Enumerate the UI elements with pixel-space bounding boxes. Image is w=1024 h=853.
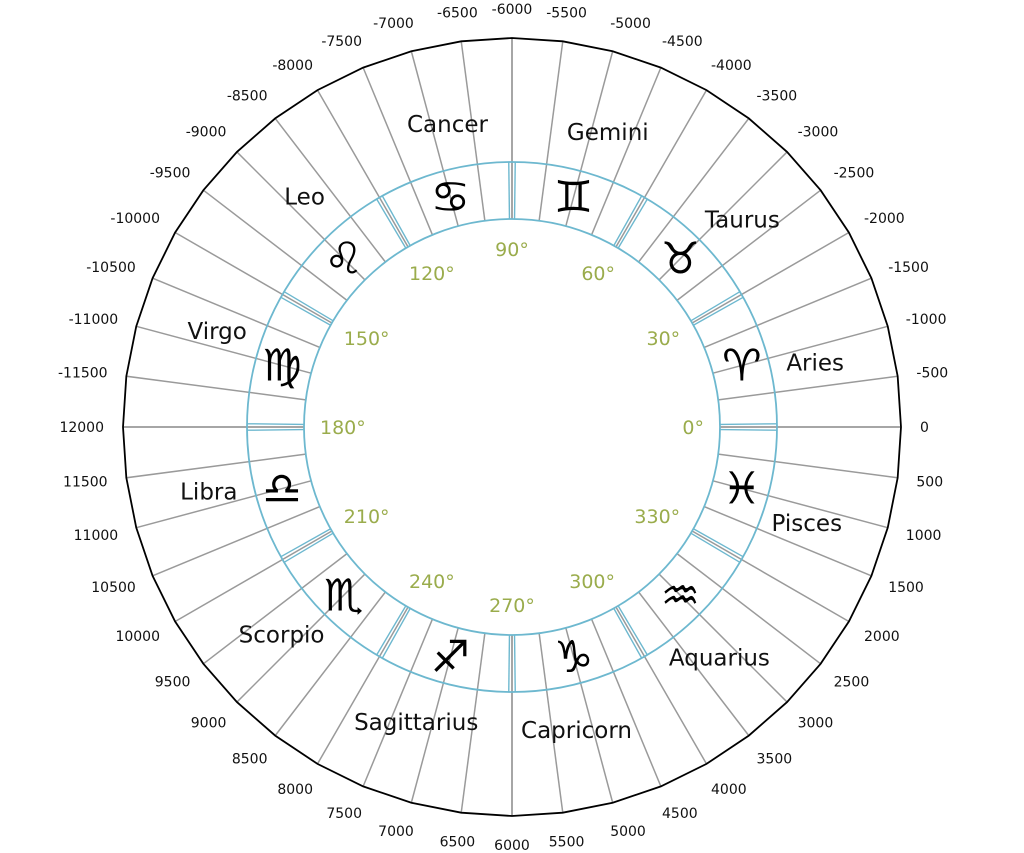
- sign-boundary-tick: [720, 430, 777, 431]
- year-label: 10000: [115, 629, 160, 645]
- year-label: -2000: [864, 211, 905, 227]
- sign-boundary-tick: [382, 196, 410, 246]
- year-label: -1500: [888, 260, 929, 276]
- year-label: 11000: [73, 528, 119, 545]
- sign-glyph-taurus: ♉︎: [660, 233, 701, 285]
- degree-labels: [320, 239, 704, 617]
- year-label: -4000: [711, 58, 752, 74]
- sign-boundary-tick: [691, 533, 740, 562]
- sign-boundary-tick: [720, 424, 777, 425]
- year-label: 1500: [888, 580, 924, 596]
- degree-label: 120°: [409, 262, 455, 285]
- sign-boundary-tick: [614, 608, 642, 658]
- sign-boundary-tick: [618, 606, 647, 655]
- sign-glyph-sagittarius: ♐︎: [430, 631, 471, 683]
- year-label: 2500: [833, 674, 870, 691]
- year-label: -9000: [185, 124, 227, 141]
- sign-boundary-tick: [281, 297, 331, 325]
- year-label: -11500: [58, 365, 108, 382]
- year-label: -6000: [491, 2, 533, 18]
- sign-name-capricorn: Capricorn: [521, 718, 632, 745]
- sign-boundary-tick: [618, 199, 647, 248]
- sign-name-taurus: Taurus: [704, 207, 780, 234]
- year-label: -7500: [321, 33, 362, 50]
- year-label: 3500: [756, 751, 793, 768]
- year-label: -1000: [905, 311, 947, 328]
- year-label: -8500: [226, 88, 268, 105]
- sign-glyph-leo: ♌︎: [323, 233, 364, 285]
- year-division-line: [692, 531, 849, 622]
- year-label: 10500: [91, 580, 136, 596]
- degree-label: 300°: [569, 571, 615, 594]
- sign-name-cancer: Cancer: [407, 111, 488, 138]
- year-label: -2500: [833, 165, 875, 182]
- degree-label: 270°: [489, 595, 535, 617]
- sign-glyph-virgo: ♍︎: [262, 340, 302, 392]
- year-division-line: [616, 90, 707, 247]
- year-label: 8500: [231, 751, 268, 768]
- year-label: 4000: [711, 782, 747, 798]
- degree-label: 90°: [495, 239, 529, 261]
- sign-glyph-libra: ♎︎: [262, 463, 302, 515]
- year-division-line: [175, 531, 332, 622]
- year-label: 2000: [864, 629, 900, 645]
- year-label: 5500: [548, 834, 585, 851]
- year-label: 7500: [326, 806, 362, 823]
- sign-boundary-tick: [515, 162, 516, 219]
- degree-label: 150°: [343, 328, 390, 350]
- sign-name-pisces: Pisces: [771, 510, 843, 537]
- year-label: 7000: [378, 823, 414, 840]
- year-division-line: [318, 607, 409, 764]
- year-division-lines: [123, 38, 901, 816]
- year-label: -3000: [797, 124, 839, 141]
- sign-boundary-tick: [509, 635, 510, 692]
- sign-boundary-tick: [515, 635, 516, 692]
- degree-label: 0°: [682, 417, 704, 439]
- sign-boundary-tick: [614, 196, 642, 246]
- degree-label: 30°: [646, 328, 681, 350]
- sign-name-scorpio: Scorpio: [238, 622, 325, 649]
- degree-label: 210°: [343, 506, 390, 528]
- sign-name-leo: Leo: [284, 184, 325, 211]
- year-label: -5500: [546, 5, 587, 22]
- year-label: -10500: [86, 260, 136, 276]
- sign-glyph-aquarius: ♒︎: [660, 570, 701, 622]
- sign-boundary-tick: [382, 608, 410, 658]
- sign-glyph-cancer: ♋︎: [430, 172, 471, 224]
- sign-glyph-pisces: ♓︎: [722, 463, 762, 515]
- sign-boundary-tick: [377, 606, 406, 655]
- year-label: 11500: [63, 474, 108, 491]
- sign-boundary-tick: [509, 162, 510, 219]
- year-label: -8000: [272, 58, 313, 74]
- year-label: 1000: [905, 528, 942, 545]
- year-label: -5000: [610, 16, 651, 33]
- sign-boundary-tick: [693, 297, 743, 325]
- sign-boundary-tick: [284, 533, 333, 562]
- sign-name-virgo: Virgo: [187, 319, 247, 346]
- sign-name-gemini: Gemini: [566, 120, 649, 147]
- sign-boundary-tick: [247, 424, 304, 425]
- sign-glyph-scorpio: ♏︎: [323, 570, 364, 622]
- year-label: 12000: [59, 420, 104, 436]
- year-division-line: [175, 233, 332, 324]
- sign-boundary-tick: [377, 199, 406, 248]
- year-label: 8000: [277, 782, 313, 798]
- year-label: -500: [916, 365, 949, 382]
- year-label: 0: [920, 420, 929, 436]
- year-label: 9000: [190, 715, 227, 732]
- year-label: 3000: [797, 715, 834, 732]
- year-label: 4500: [662, 806, 698, 823]
- year-label: -7000: [373, 16, 414, 33]
- sign-boundary-tick: [284, 292, 333, 321]
- sign-name-sagittarius: Sagittarius: [354, 709, 479, 736]
- sign-boundary-tick: [247, 430, 304, 431]
- year-label: -10000: [110, 211, 160, 227]
- year-division-line: [318, 90, 409, 247]
- year-label: 6500: [439, 834, 476, 851]
- degree-label: 240°: [409, 571, 455, 594]
- degree-label: 180°: [320, 417, 366, 439]
- sign-glyph-aries: ♈︎: [722, 340, 762, 392]
- sign-glyph-capricorn: ♑︎: [553, 631, 594, 683]
- sign-name-aquarius: Aquarius: [668, 645, 770, 672]
- inner-ring-circle: [304, 219, 720, 635]
- year-label: -4500: [662, 33, 703, 50]
- year-label: -3500: [756, 88, 798, 105]
- year-label: 9500: [154, 674, 191, 691]
- year-label: -11000: [68, 311, 119, 328]
- year-label: 6000: [494, 838, 530, 853]
- year-label: 5000: [610, 823, 646, 840]
- sign-name-libra: Libra: [180, 479, 238, 506]
- sign-boundary-tick: [691, 292, 740, 321]
- sign-boundary-tick: [693, 529, 743, 557]
- sign-name-aries: Aries: [786, 350, 845, 377]
- degree-label: 60°: [581, 262, 615, 285]
- sign-boundary-tick: [281, 529, 331, 557]
- year-label: 500: [916, 474, 944, 491]
- year-division-line: [692, 233, 849, 324]
- degree-label: 330°: [634, 506, 681, 528]
- year-label: -6500: [437, 5, 478, 22]
- year-label: -9500: [149, 165, 191, 182]
- sign-glyph-gemini: ♊︎: [553, 172, 594, 224]
